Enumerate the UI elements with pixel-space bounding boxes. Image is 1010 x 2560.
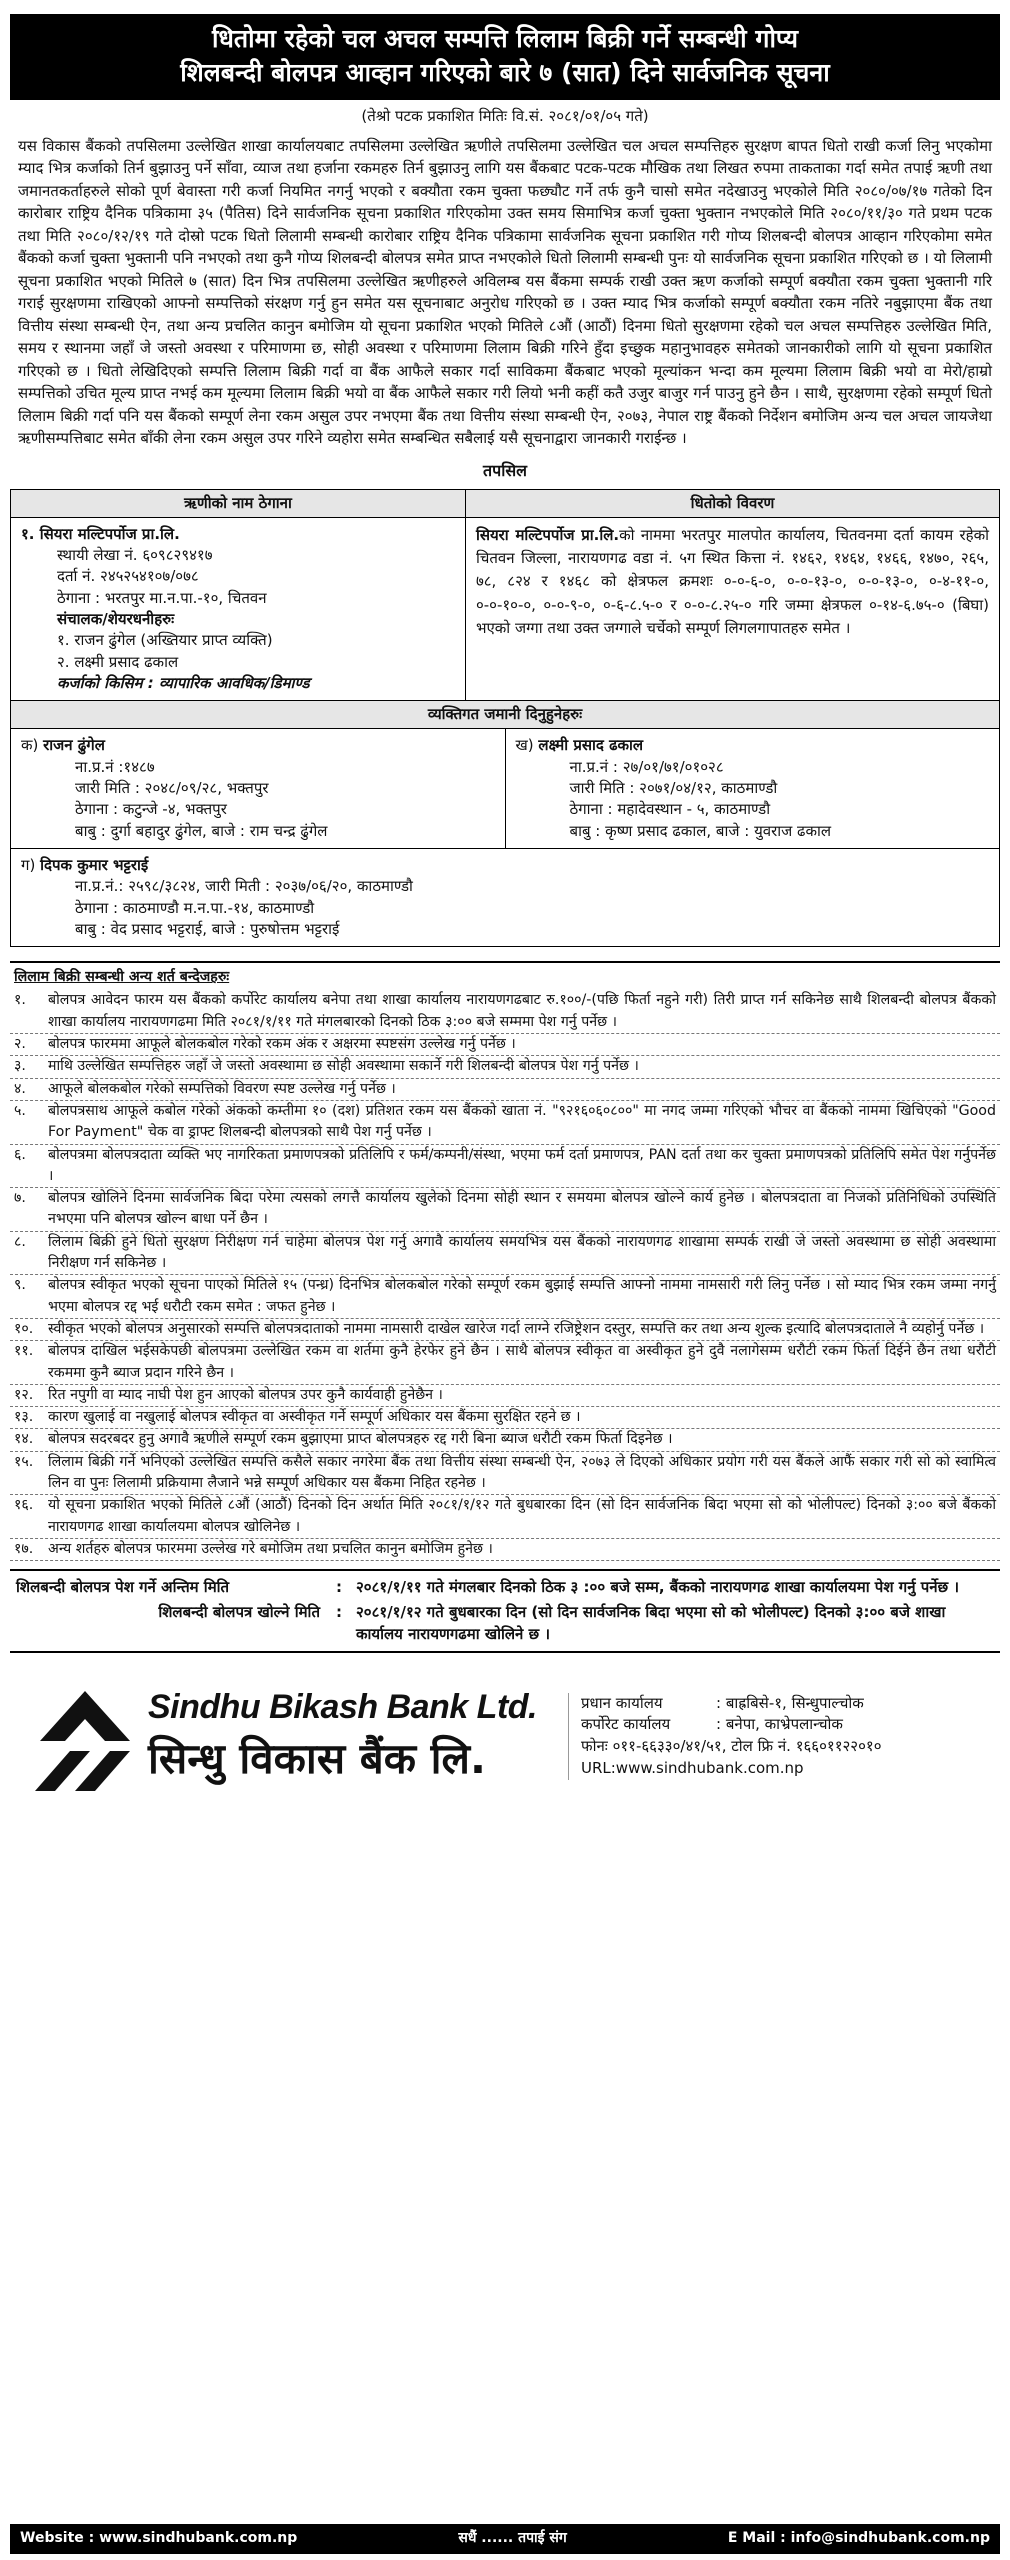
condition-item xyxy=(10,1319,1000,1341)
loan-type: कर्जाको किसिम : व्यापारिक आवधिक/डिमाण्ड xyxy=(57,673,310,692)
condition-number: १६. xyxy=(14,1497,34,1514)
condition-text: बोलपत्र फारममा आफूले बोलकबोल गरेको रकम अंक र अक्षरमा स्पष्टसंग उल्लेख गर्नु पर्नेछ । xyxy=(48,1036,516,1053)
condition-text: कारण खुलाई वा नखुलाई बोलपत्र स्वीकृत वा अस्वीकृत गर्ने सम्पूर्ण अधिकार यस बैंकमा सुरक्षित रहने छ । xyxy=(48,1409,581,1426)
condition-number: ८. xyxy=(14,1233,26,1250)
condition-number: ३. xyxy=(14,1058,26,1075)
deadline-box xyxy=(10,1569,1000,1653)
auction-conditions xyxy=(10,961,1000,1561)
borrower-cell xyxy=(11,517,466,700)
condition-item xyxy=(10,1232,1000,1276)
guarantor-1-prefix: क) xyxy=(21,736,39,755)
condition-text: लिलाम बिक्री हुने धितो सुरक्षण निरीक्षण गर्न चाहेमा बोलपत्र पेश गर्नु अगावै कार्यालय समयभित्र यस बैंकको नारायणगढ शाखामा सम्पर्क राखी जे जस्तो अवस्थामा छ सोही अवस्थामा निरीक्षण गर्न सकिनेछ । xyxy=(48,1233,996,1272)
submit-deadline-row xyxy=(16,1577,994,1598)
condition-item xyxy=(10,1452,1000,1496)
borrower-pan: स्थायी लेखा नं. ६०९८२९४१७ xyxy=(57,546,213,565)
condition-item xyxy=(10,1429,1000,1451)
guarantor-2-family: बाबु : कृष्ण प्रसाद ढकाल, बाजे : युवराज ढकाल xyxy=(569,821,832,840)
guarantor-1-address: ठेगाना : कटुन्जे -४, भक्तपुर xyxy=(75,800,227,819)
condition-item xyxy=(10,1341,1000,1385)
condition-number: ११. xyxy=(14,1343,34,1360)
guarantor-1-family: बाबु : दुर्गा बहादुर ढुंगेल, बाजे : राम चन्द्र ढुंगेल xyxy=(75,821,328,840)
condition-item xyxy=(10,1056,1000,1078)
title-line-1: धितोमा रहेको चल अचल सम्पत्ति लिलाम बिक्री गर्ने सम्बन्धी गोप्य xyxy=(212,24,798,53)
condition-item xyxy=(10,990,1000,1034)
title-line-2: शिलबन्दी बोलपत्र आव्हान गरिएको बारे ७ (सात) दिने सार्वजनिक सूचना xyxy=(180,57,830,87)
condition-text: आफूले बोलकबोल गरेको सम्पत्तिको विवरण स्पष्ट उल्लेख गर्नु पर्नेछ । xyxy=(48,1080,396,1097)
conditions-list xyxy=(10,990,1000,1561)
borrower-column-header: ऋणीको नाम ठेगाना xyxy=(11,489,466,517)
intro-paragraph: यस विकास बैंकको तपसिलमा उल्लेखित शाखा कार्यालयबाट तपसिलमा उल्लेखित ऋणीले तपसिलमा उल्लेखित चल अचल सम्पत्तिहरु सुरक्षण बापत धितो राखी कर्जा लिनु भएकोमा म्याद भित्र कर्जाको तिर्न बुझाउनु पर्ने साँवा, व्याज तथा हर्जाना रकमहरु तिर्न बुझाउनु लागि यस बैंकबाट पटक-पटक मौखिक तथा लिखत रुपमा ताकताका गर्दा समेत तपाई ऋणी तथा जमानतकर्ताहरुले सोको पूर्ण बेवास्ता गरी कर्जा नियमित नगर्नु भएको र बक्यौता रकम चुक्ता फछ्यौट गर्ने तर्फ कुनै चासो समेत नदेखाउनु भएकोले मिति २०८०/०७/१७ गतेको दिन कारोबार राष्ट्रिय दैनिक पत्रिकामा ३५ (पैतिस) दिने सार्वजनिक सूचना प्रकाशित गरिएकोमा उक्त समय सिमाभित्र कर्जा चुक्ता भुक्तान नभएकोले मिति २०८०/११/३० गते प्रथम पटक तथा मिति २०८०/१२/१९ गते दोस्रो पटक धितो लिलामी सम्बन्धी कारोबार राष्ट्रिय दैनिक पत्रिकामा सार्वजनिक सूचना प्रकाशित गरी गोप्य शिलबन्दी बोलपत्र आव्हान गरिएकोमा समेत बैंकको कर्जा चुक्ता भुक्तानी पनि नभएको तथा कुनै गोप्य शिलबन्दी बोलपत्र समेत प्राप्त नभएकोले धितो लिलामी सम्बन्धी पुनः यो सार्वजनिक सूचना प्रकाशित गरिएको छ । यो लिलामी सूचना प्रकाशित भएको मितिले ७ (सात) दिन भित्र तपसिलमा उल्लेखित ऋणीहरुले अविलम्ब यस बैंकमा सम्पर्क राखी उक्त ऋण कर्जाको सम्पूर्ण बक्यौता रकम चुक्ता भुक्तानी गरि गराई सुरक्षणमा राखिएको आफ्नो सम्पत्तिको संरक्षण गर्नु हुन समेत यस सूचनाबाट अनुरोध गरिएको छ । उक्त म्याद भित्र कर्जाको सम्पूर्ण बक्यौता रकम नतिरे नबुझाएमा बैंक तथा वित्तीय संस्था सम्बन्धी ऐन, तथा अन्य प्रचलित कानुन बमोजिम यो सूचना प्रकाशित भएको मितिले ८औं (आठौं) दिनमा धितो सुरक्षणमा रहेको चल अचल सम्पत्तिहरु उल्लेखित मिति, समय र स्थानमा जहाँ जे जस्तो अवस्था र परिमाणमा छ, सोही अवस्था र परिमाणमा लिलाम बिक्री गरिने हुँदा इच्छुक महानुभावहरु समेतको जानकारीको लागि यो सूचना प्रकाशित गरिएको छ । धितो लेखिदिएको सम्पत्ति लिलाम बिक्री गर्दा वा बैंक आफैले सकार गर्दा साविकमा बैंकबाट भएको मूल्यांकन भन्दा कम मूल्यमा लिलाम बिक्री भयो वा मेरो/हाम्रो सम्पत्तिको उचित मूल्य प्राप्त नभई कम मूल्यमा लिलाम बिक्री भयो वा बैंक आफैले सकार गरी लियो भनी कहीं कतै उजुर बाजुर गर्न पाउनु हुने छैन । साथै, सुरक्षणमा रहेको सम्पूर्ण धितो लिलाम बिक्री गर्दा पनि यस बैंकको सम्पूर्ण लेना रकम असुल उपर नभएमा बैंक तथा वित्तीय संस्था सम्बन्धी ऐन, २०७३, नेपाल राष्ट्र बैंकको निर्देशन बमोजिम अन्य चल अचल जायजेथा ऋणीसम्पत्तिबाट समेत बाँकी लेना रकम असुल उपर गरिने व्यहोरा समेत सम्बन्धित सबैलाई यसै सूचनाद्वारा जानकारी गराईन्छ । xyxy=(18,136,992,448)
condition-text: स्वीकृत भएको बोलपत्र अनुसारको सम्पत्ति बोलपत्रदाताको नाममा नामसारी दाखेल खारेज गर्दा लाग्ने रजिष्ट्रेशन दस्तुर, सम्पत्ति कर तथा अन्य शुल्क इत्यादि बोलपत्रदाताले नै व्यहोर्नु पर्नेछ । xyxy=(48,1320,985,1337)
condition-number: १५. xyxy=(14,1453,34,1470)
condition-number: १२. xyxy=(14,1386,34,1403)
guarantor-3 xyxy=(10,849,1000,947)
bank-contact xyxy=(568,1693,882,1780)
open-date-row xyxy=(16,1602,994,1645)
guarantor-2-citizenship: ना.प्र.नं : २७/०१/७१/०१०२८ xyxy=(569,757,724,776)
bank-phone: फोनः ०११-६६३३०/४१/५१, टोल फ्रि नं. १६६०११२२०१० xyxy=(581,1737,882,1756)
condition-item xyxy=(10,1034,1000,1056)
head-office-address: : बाह्रबिसे-१, सिन्धुपाल्चोक xyxy=(716,1693,864,1712)
bank-url: URL:www.sindhubank.com.np xyxy=(581,1758,804,1777)
publication-date: (तेश्रो पटक प्रकाशित मितिः वि.सं. २०८१/०१/०५ गते) xyxy=(361,106,649,125)
open-date-label: शिलबन्दी बोलपत्र खोल्ने मिति xyxy=(158,1603,320,1622)
condition-item xyxy=(10,1539,1000,1561)
submit-deadline-colon: : xyxy=(336,1578,342,1597)
condition-text: बोलपत्र दाखिल भईसकेपछी बोलपत्रमा उल्लेखित रकम वा शर्तमा कुनै हेरफेर हुने छैन । साथै बोलपत्र स्वीकृत वा अस्वीकृत हुने दुवै नलागेसम्म धरौटी रकम फिर्ता दिईने छैन तथा धरौटी रकममा कुनै ब्याज प्रदान गरिने छैन । xyxy=(48,1343,996,1381)
condition-text: यो सूचना प्रकाशित भएको मितिले ८औं (आठौं) दिनको दिन अर्थात मिति २०८१/१/१२ गते बुधबारका दिन (सो दिन सार्वजनिक बिदा भएमा सो को भोलीपल्ट) दिनको ३:०० बजे बैंकको नारायणगढ शाखा कार्यालयमा बोलपत्र खोलिनेछ । xyxy=(48,1497,996,1535)
condition-item xyxy=(10,1407,1000,1429)
condition-number: ४. xyxy=(14,1080,26,1097)
director-1: १. राजन ढुंगेल (अख्तियार प्राप्त व्यक्ति) xyxy=(57,631,273,650)
borrower-table xyxy=(10,489,1000,702)
guarantor-2-issued: जारी मिति : २०७१/०४/१२, काठमाण्डौ xyxy=(569,779,778,798)
condition-text: बोलपत्रसाथ आफूले कबोल गरेको अंकको कम्तीमा १० (दश) प्रतिशत रकम यस बैंकको खाता नं. "९२१६०६०८००" मा नगद जम्मा गरिएको भौचर वा बैंकको नाममा खिचिएको "Good For Payment" चेक वा ड्राफ्ट शिलबन्दी बोलपत्रको साथै पेश गर्नु पर्नेछ । xyxy=(48,1102,996,1141)
guarantors-grid xyxy=(10,729,1000,848)
corporate-office-label: कर्पोरेट कार्यालय xyxy=(581,1715,671,1734)
guarantors-heading: व्यक्तिगत जमानी दिनुहुनेहरुः xyxy=(10,701,1000,729)
condition-number: १४. xyxy=(14,1431,34,1448)
collateral-description: को नाममा भरतपुर मालपोत कार्यालय, चितवनमा दर्ता कायम रहेको चितवन जिल्ला, नारायणगढ वडा नं. ५ग स्थित कित्ता नं. १४६२, १४६४, १४६६, १४७०, २६५, ७८, ८२४ र १४६८ को क्षेत्रफल क्रमशः ०-०-६-०, ०-०-१३-०, ०-०-१३-०, ०-४-११-०, ०-०-१०-०, ०-०-९-०, ०-६-८.५-० र ०-०-८.२५-० गरि जम्मा क्षेत्रफल ०-१४-६.७५-० (बिघा) भएको जग्गा तथा उक्त जग्गाले चर्चेको सम्पूर्ण लिगलगापातहरु समेत । xyxy=(475,525,989,637)
guarantor-2 xyxy=(505,729,1000,847)
bank-name-english: Sindhu Bikash Bank Ltd. xyxy=(148,1688,537,1727)
details-heading: तपसिल xyxy=(482,460,528,480)
borrower-name: १. सियरा मल्टिपर्पोज प्रा.लि. xyxy=(21,524,180,543)
condition-item xyxy=(10,1101,1000,1145)
condition-text: बोलपत्र स्वीकृत भएको सूचना पाएको मितिले १५ (पन्ध्र) दिनभित्र बोलकबोल गरेको सम्पूर्ण रकम बुझाई सम्पत्ति आफ्नो नाममा नामसारी गरी लिनु पर्नेछ । सो म्याद भित्र रकम जम्मा नगर्नु भएमा बोलपत्र रद्द भई धरौटी रकम समेत : जफत हुनेछ । xyxy=(48,1277,996,1315)
guarantor-2-name: लक्ष्मी प्रसाद ढकाल xyxy=(538,736,644,755)
condition-item xyxy=(10,1495,1000,1539)
condition-item xyxy=(10,1079,1000,1101)
guarantor-1-name: राजन ढुंगेल xyxy=(43,736,105,755)
collateral-column-header: धितोको विवरण xyxy=(465,489,999,517)
footer-slogan: सधैं ...... तपाई संग xyxy=(458,2530,567,2547)
condition-text: बोलपत्र आवेदन फारम यस बैंकको कर्पोरेट कार्यालय बनेपा तथा शाखा कार्यालय नारायणगढबाट रु.१००/-(पछि फिर्ता नहुने गरी) तिरी प्राप्त गर्न सकिनेछ साथै शिलबन्दी बोलपत्र बैंकको शाखा कार्यालय नारायणगढमा मिति २०८१/१/११ गते मंगलबारको दिनको ठिक ३:०० बजे सम्ममा पेश गर्नु पर्नेछ । xyxy=(48,992,996,1030)
guarantor-2-prefix: ख) xyxy=(515,736,534,755)
condition-text: बोलपत्रमा बोलपत्रदाता व्यक्ति भए नागरिकता प्रमाणपत्रको प्रतिलिपि र फर्म/कम्पनी/संस्था, भएमा फर्म दर्ता प्रमाणपत्र, PAN दर्ता तथा कर चुक्ता प्रमाणपत्रको प्रतिलिपि समेत पेश गर्नुपर्नेछ । xyxy=(48,1146,996,1184)
guarantor-1 xyxy=(11,729,505,847)
bank-logo-text xyxy=(148,1683,538,1789)
footer-website: Website : www.sindhubank.com.np xyxy=(20,2530,298,2547)
guarantor-1-issued: जारी मिति : २०४८/०९/२८, भक्तपुर xyxy=(75,779,269,798)
condition-item xyxy=(10,1385,1000,1407)
condition-item xyxy=(10,1188,1000,1232)
condition-text: बोलपत्र खोलिने दिनमा सार्वजनिक बिदा परेमा त्यसको लगत्तै कार्यालय खुलेको दिनमा सोही स्थान र समयमा बोलपत्र खोल्ने कार्य हुनेछ । बोलपत्रदाता वा निजको प्रतिनिधिको उपस्थिति नभएमा पनि बोलपत्र खोल्न बाधा पर्ने छैन । xyxy=(48,1190,996,1228)
guarantor-3-citizenship: ना.प्र.नं.: २५९८/३८२४, जारी मिती : २०३७/०६/२०, काठमाण्डौ xyxy=(75,877,413,896)
notice-title xyxy=(10,14,1000,100)
condition-item xyxy=(10,1275,1000,1319)
condition-number: ६. xyxy=(14,1146,26,1163)
condition-number: ७. xyxy=(14,1190,26,1207)
guarantor-1-citizenship: ना.प्र.नं :१४८७ xyxy=(75,757,155,776)
condition-number: १३. xyxy=(14,1409,34,1426)
condition-number: ९. xyxy=(14,1277,26,1294)
guarantor-2-address: ठेगाना : महादेवस्थान - ५, काठमाण्डौ xyxy=(569,800,771,819)
head-office-label: प्रधान कार्यालय xyxy=(581,1693,663,1712)
collateral-cell xyxy=(465,517,999,700)
bank-name-nepali: सिन्धु विकास बैंक लि. xyxy=(148,1734,486,1784)
bank-logo-icon xyxy=(30,1671,140,1801)
condition-item xyxy=(10,1145,1000,1189)
condition-number: १०. xyxy=(14,1320,34,1337)
open-date-colon: : xyxy=(336,1603,342,1622)
conditions-heading: लिलाम बिक्री सम्बन्धी अन्य शर्त बन्देजहरुः xyxy=(14,969,230,986)
condition-number: १. xyxy=(14,992,26,1009)
condition-text: माथि उल्लेखित सम्पत्तिहरु जहाँ जे जस्तो अवस्थामा छ सोही अवस्थामा सकार्ने गरी शिलबन्दी बोलपत्र पेश गर्नु पर्नेछ । xyxy=(48,1058,639,1075)
corporate-office-address: : बनेपा, काभ्रेपलान्चोक xyxy=(716,1715,843,1734)
guarantor-3-prefix: ग) xyxy=(21,855,36,874)
condition-number: २. xyxy=(14,1036,26,1053)
guarantor-3-name: दिपक कुमार भट्टराई xyxy=(40,855,149,874)
collateral-owner: सियरा मल्टिपर्पोज प्रा.लि. xyxy=(475,525,620,544)
submit-deadline-label: शिलबन्दी बोलपत्र पेश गर्ने अन्तिम मिति xyxy=(16,1578,230,1597)
bank-footer xyxy=(10,1661,1000,1811)
guarantor-3-family: बाबु : वेद प्रसाद भट्टराई, बाजे : पुरुषोत्तम भट्टराई xyxy=(75,919,340,938)
footer-email: E Mail : info@sindhubank.com.np xyxy=(727,2530,990,2547)
guarantor-3-address: ठेगाना : काठमाण्डौ म.न.पा.-१४, काठमाण्डौ xyxy=(75,898,315,917)
footer-bar xyxy=(10,2524,1000,2554)
condition-text: रित नपुगी वा म्याद नाघी पेश हुन आएको बोलपत्र उपर कुनै कार्यवाही हुनेछैन । xyxy=(48,1386,443,1403)
submit-deadline-value: २०८१/१/११ गते मंगलबार दिनको ठिक ३ :०० बजे सम्म, बैंकको नारायणगढ शाखा कार्यालयमा पेश गर्नु पर्नेछ । xyxy=(356,1578,960,1597)
condition-number: ५. xyxy=(14,1102,26,1119)
condition-text: लिलाम बिक्री गर्ने भनिएको उल्लेखित सम्पत्ति कसैले सकार नगरेमा बैंक तथा वित्तीय संस्था सम्बन्धी ऐन, २०७३ ले दिएको अधिकार प्रयोग गरी यस बैंकले आफैं सकार गरी सो को स्वामित्व लिन वा पुनः लिलामी प्रक्रियामा लैजाने भन्ने सम्पूर्ण अधिकार यस बैंकमा निहित रहनेछ । xyxy=(48,1453,996,1491)
condition-text: बोलपत्र सदरबदर हुनु अगावै ऋणीले सम्पूर्ण रकम बुझाएमा प्राप्त बोलपत्रहरु रद्द गरी बिना ब्याज धरौटी रकम फिर्ता दिइनेछ । xyxy=(48,1431,673,1448)
condition-text: अन्य शर्तहरु बोलपत्र फारममा उल्लेख गरे बमोजिम तथा प्रचलित कानुन बमोजिम हुनेछ । xyxy=(48,1540,493,1557)
director-2: २. लक्ष्मी प्रसाद ढकाल xyxy=(57,652,179,671)
borrower-address: ठेगाना : भरतपुर मा.न.पा.-१०, चितवन xyxy=(57,588,267,607)
directors-label: संचालक/शेयरधनीहरुः xyxy=(57,610,175,628)
borrower-registration: दर्ता नं. २४५२५४१०७/०७८ xyxy=(57,567,199,586)
open-date-value: २०८१/१/१२ गते बुधबारका दिन (सो दिन सार्वजनिक बिदा भएमा सो को भोलीपल्ट) दिनको ३:०० बजे शाखा कार्यालय नारायणगढमा खोलिने छ । xyxy=(356,1603,946,1643)
condition-number: १७. xyxy=(14,1540,34,1557)
